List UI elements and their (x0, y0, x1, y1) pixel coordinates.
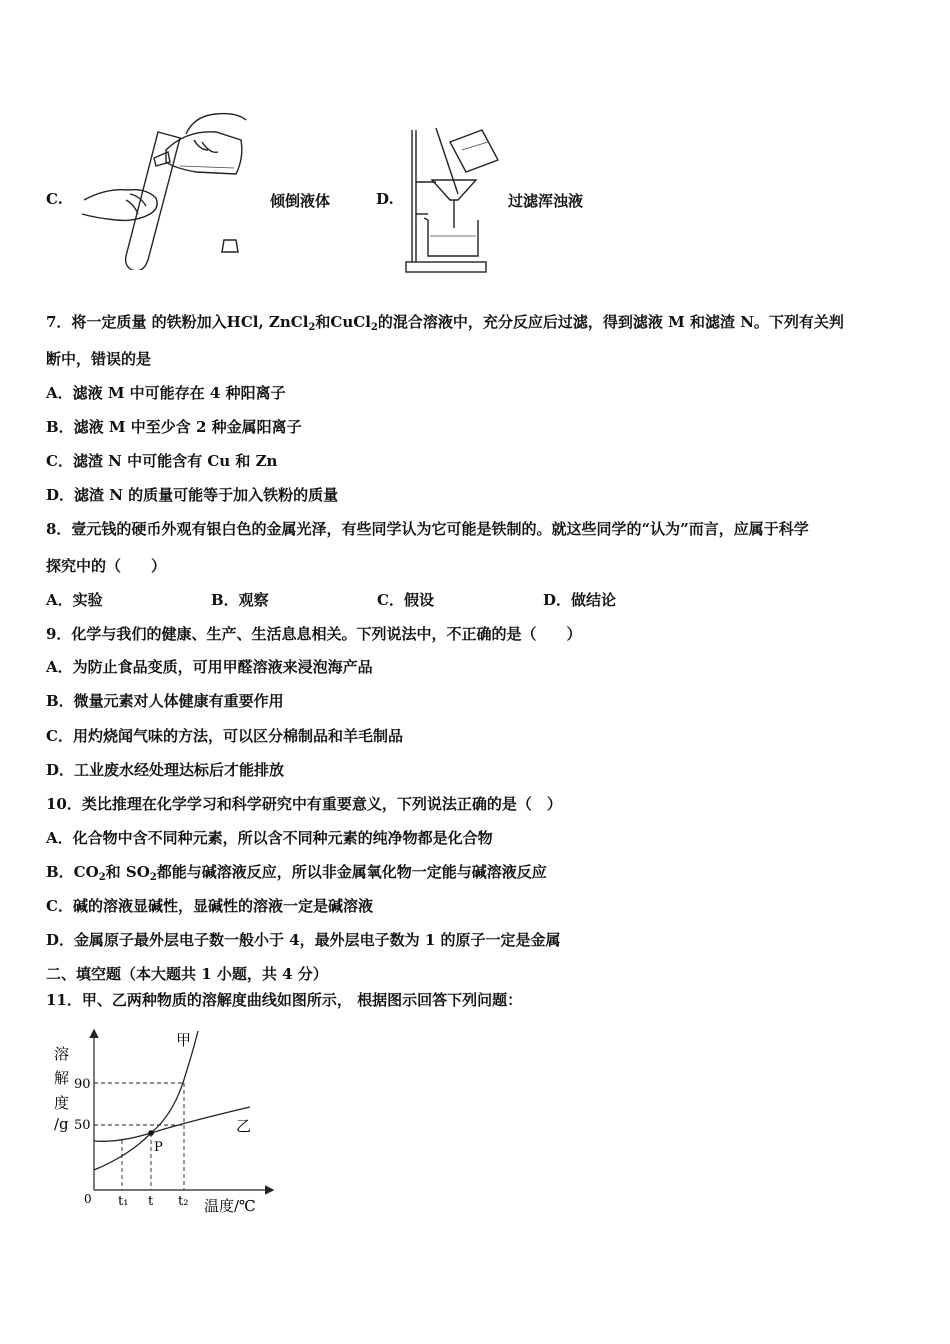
q9-option-a: A．为防止食品变质，可用甲醛溶液来浸泡海产品 (46, 658, 373, 676)
q8-option-b: B．观察 (211, 591, 269, 609)
q9-stem: 9．化学与我们的健康、生产、生活息息相关。下列说法中，不正确的是（ ） (46, 625, 582, 643)
q8-stem-line1: 8．壹元钱的硬币外观有银白色的金属光泽，有些同学认为它可能是铁制的。就这些同学的“认为”而言，应属于科学 (46, 520, 809, 538)
series-label-yi: 乙 (236, 1117, 252, 1135)
filtration-illustration (400, 124, 500, 276)
pouring-liquid-illustration (76, 110, 256, 270)
origin-label: 0 (84, 1192, 92, 1206)
q7-option-b: B．滤液 M 中至少含 2 种金属阳离子 (46, 418, 302, 436)
y-label-char: 解 (54, 1069, 70, 1087)
x-tick-label: t₂ (178, 1194, 189, 1209)
curve-yi (94, 1107, 250, 1141)
q8-option-d: D．做结论 (543, 591, 617, 609)
series-label-jia: 甲 (176, 1031, 192, 1049)
q10-stem: 10．类比推理在化学学习和科学研究中有重要意义，下列说法正确的是（ ） (46, 795, 562, 813)
curve-jia (94, 1031, 198, 1170)
option-c-letter: C. (46, 190, 63, 208)
q8-stem-line2: 探究中的（ ） (46, 557, 167, 575)
q9-option-c: C．用灼烧闻气味的方法，可以区分棉制品和羊毛制品 (46, 727, 403, 745)
x-tick-label: t₁ (118, 1194, 129, 1209)
y-label-char: 度 (54, 1094, 70, 1112)
option-d-caption: 过滤浑浊液 (508, 192, 584, 210)
point-p (148, 1130, 154, 1136)
q7-stem-line2: 断中，错误的是 (46, 350, 152, 368)
y-tick-label: 50 (74, 1118, 91, 1133)
q10-option-b: B．$CO_2$和 $SO_2$都能与碱溶液反应，所以非金属氧化物一定能与碱溶液反应 (46, 863, 547, 883)
point-p-label: P (154, 1140, 163, 1155)
q7-option-c: C．滤渣 N 中可能含有 Cu 和 Zn (46, 452, 278, 470)
section-title: 二、填空题（本大题共 1 小题，共 4 分） (46, 965, 328, 983)
q7-option-d: D．滤渣 N 的质量可能等于加入铁粉的质量 (46, 486, 339, 504)
q10-option-c: C．碱的溶液显碱性，显碱性的溶液一定是碱溶液 (46, 897, 373, 915)
y-label-char: /g (54, 1115, 69, 1133)
q8-option-c: C．假设 (377, 591, 434, 609)
q7-option-a: A．滤液 M 中可能存在 4 种阳离子 (46, 384, 286, 402)
q9-option-d: D．工业废水经处理达标后才能排放 (46, 761, 285, 779)
y-label-char: 溶 (54, 1045, 70, 1063)
q9-option-b: B．微量元素对人体健康有重要作用 (46, 692, 284, 710)
x-tick-label: t (148, 1194, 154, 1209)
q8-option-a: A．实验 (46, 591, 103, 609)
option-c-caption: 倾倒液体 (270, 192, 331, 210)
solubility-chart (40, 1025, 290, 1220)
q10-option-a: A．化合物中含不同种元素，所以含不同种元素的纯净物都是化合物 (46, 829, 493, 847)
option-d-letter: D. (376, 190, 394, 208)
y-tick-label: 90 (74, 1077, 91, 1092)
x-axis-label: 温度/℃ (204, 1197, 256, 1215)
q7-stem-line1: 7．将一定质量 的铁粉加入HCl, ZnCl$_2$和CuCl$_2$的混合溶液中，充分反应后过滤，得到滤液 M 和滤渣 N。下列有关判 (46, 313, 844, 333)
q10-option-d: D．金属原子最外层电子数一般小于 4，最外层电子数为 1 的原子一定是金属 (46, 931, 561, 949)
q11-stem: 11．甲、乙两种物质的溶解度曲线如图所示， 根据图示回答下列问题： (46, 991, 523, 1009)
